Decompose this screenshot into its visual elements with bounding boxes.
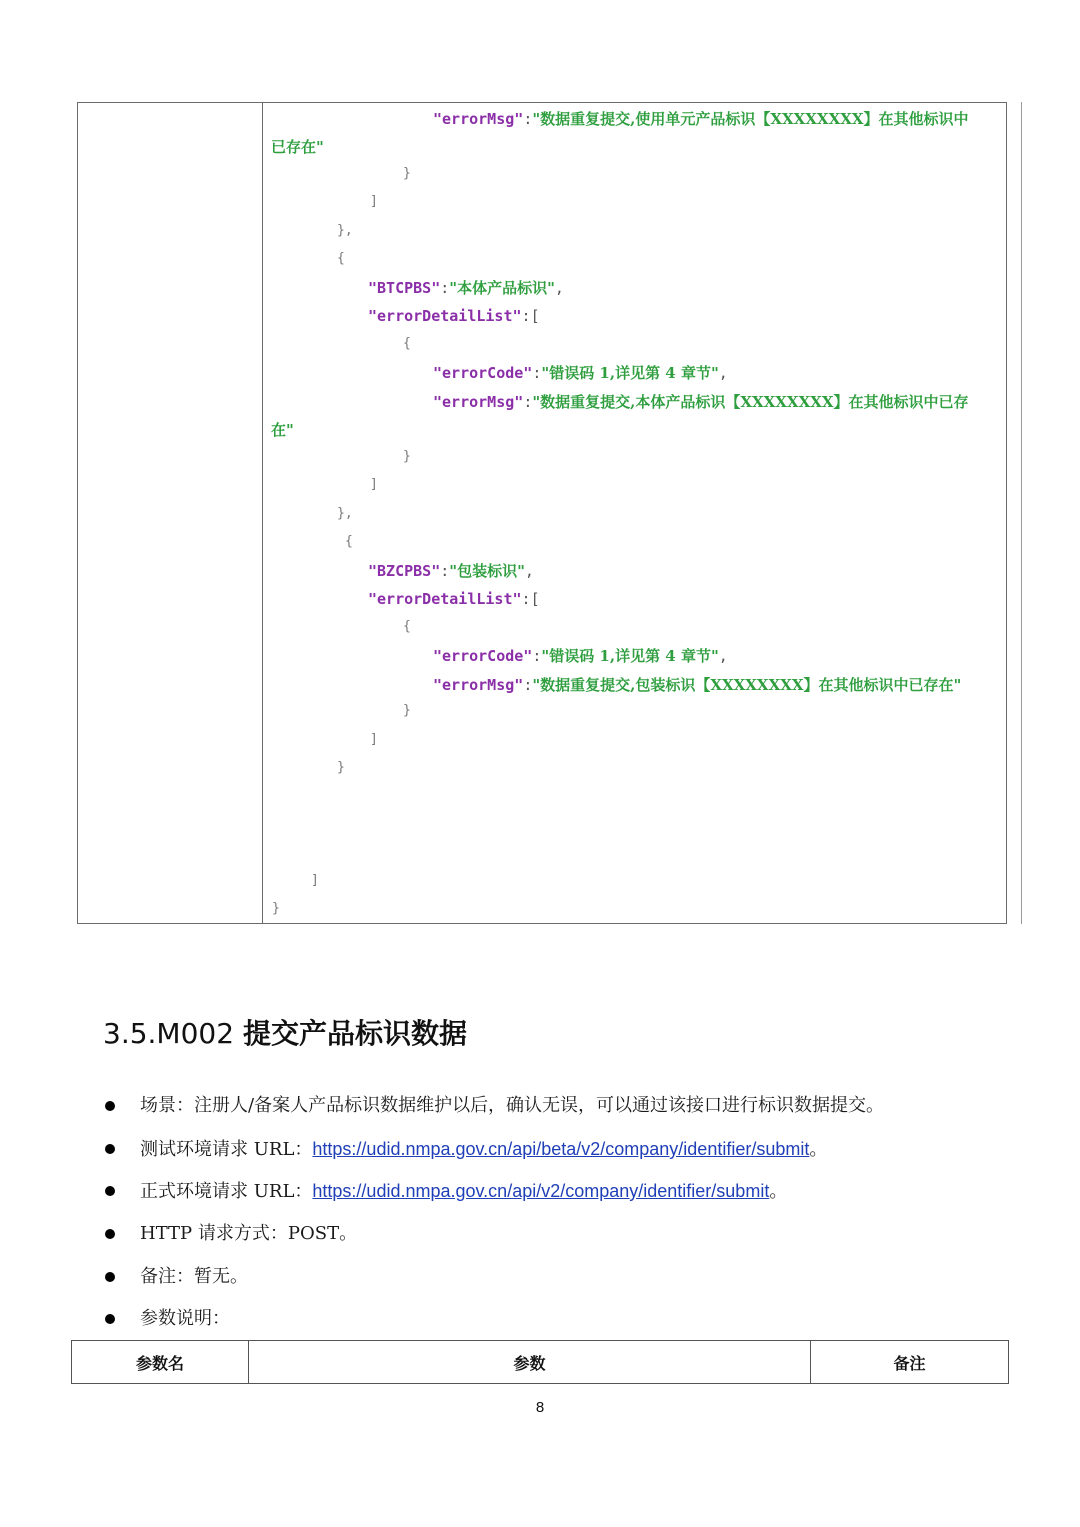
- code-line: "errorCode":"错误码 1,详见第 4 章节",: [433, 647, 728, 665]
- code-line: ]: [311, 873, 319, 888]
- code-line: }: [272, 901, 280, 916]
- code-line: },: [337, 223, 353, 238]
- code-line: "errorCode":"错误码 1,详见第 4 章节",: [433, 364, 728, 382]
- code-line: {: [345, 534, 353, 549]
- code-line: }: [403, 449, 411, 464]
- bullet-http-method: HTTP 请求方式：POST。: [140, 1223, 358, 1244]
- code-line: "errorDetailList":[: [368, 590, 540, 608]
- code-line: "BTCPBS":"本体产品标识",: [368, 279, 564, 297]
- bullet-dot: [105, 1229, 115, 1239]
- code-line: {: [403, 619, 411, 634]
- prod-url-link[interactable]: https://udid.nmpa.gov.cn/api/v2/company/identifier/submit: [312, 1181, 770, 1201]
- code-line: {: [337, 251, 345, 266]
- bullet-param-desc: 参数说明：: [140, 1308, 230, 1329]
- code-line: }: [403, 703, 411, 718]
- code-line: "errorMsg":"数据重复提交,使用单元产品标识【XXXXXXXX】在其他标识中: [433, 110, 969, 128]
- page-number: 8: [535, 1399, 545, 1416]
- bullet-scenario: 场景：注册人/备案人产品标识数据维护以后，确认无误，可以通过该接口进行标识数据提交。: [140, 1095, 885, 1116]
- section-heading: [103, 1012, 467, 1052]
- page-edge-line: [1021, 102, 1022, 924]
- bullet-test-url: 测试环境请求 URL：https://udid.nmpa.gov.cn/api/beta/v2/company/identifier/submit。: [140, 1139, 828, 1160]
- code-line: "errorDetailList":[: [368, 307, 540, 325]
- param-header-param: 参数: [249, 1341, 811, 1383]
- code-line: },: [337, 506, 353, 521]
- code-line: "errorMsg":"数据重复提交,包装标识【XXXXXXXX】在其他标识中已存在": [433, 676, 962, 694]
- code-line: ]: [370, 477, 378, 492]
- param-header-name: 参数名: [72, 1341, 249, 1383]
- code-line: ]: [370, 194, 378, 209]
- code-line: }: [403, 166, 411, 181]
- test-url-link[interactable]: https://udid.nmpa.gov.cn/api/beta/v2/company/identifier/submit: [312, 1139, 810, 1159]
- code-line: ]: [370, 732, 378, 747]
- bullet-remark: 备注：暂无。: [140, 1266, 248, 1287]
- code-line: 在": [271, 421, 294, 439]
- code-line: 已存在": [271, 138, 324, 156]
- bullet-dot: [105, 1186, 115, 1196]
- param-header-remark: 备注: [893, 1353, 926, 1373]
- param-table: [71, 1340, 1009, 1384]
- bullet-prod-url: 正式环境请求 URL：https://udid.nmpa.gov.cn/api/v2/company/identifier/submit。: [140, 1181, 788, 1202]
- section-title: 提交产品标识数据: [242, 1017, 467, 1050]
- code-line: "BZCPBS":"包装标识",: [368, 562, 534, 580]
- bullet-dot: [105, 1272, 115, 1282]
- bullet-dot: [105, 1144, 115, 1154]
- code-line: }: [337, 760, 345, 775]
- section-number: 3.5.M002: [103, 1017, 235, 1050]
- code-line: {: [403, 336, 411, 351]
- bullet-dot: [105, 1101, 115, 1111]
- bullet-dot: [105, 1314, 115, 1324]
- code-table: [77, 102, 1007, 924]
- code-line: "errorMsg":"数据重复提交,本体产品标识【XXXXXXXX】在其他标识中已存: [433, 393, 969, 411]
- code-table-label-column: [78, 103, 263, 923]
